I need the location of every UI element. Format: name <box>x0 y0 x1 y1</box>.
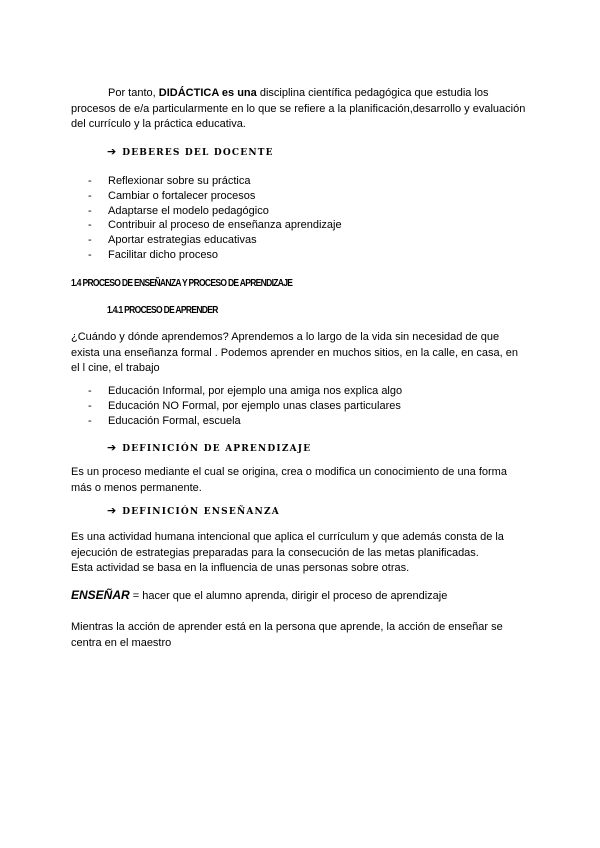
list-item-text: Educación Formal, escuela <box>108 414 241 427</box>
closing-paragraph: Mientras la acción de aprender está en la persona que aprende, la acción de enseñar se centra en el maestro <box>71 621 503 649</box>
dash-bullet: - <box>88 189 92 202</box>
educacion-list <box>88 384 402 428</box>
list-item-text: Educación NO Formal, por ejemplo unas clases particulares <box>108 399 401 412</box>
dash-bullet: - <box>88 219 92 232</box>
list-item <box>88 189 342 204</box>
list-item <box>88 414 402 429</box>
dash-bullet: - <box>88 399 92 412</box>
list-item-text: Adaptarse el modelo pedagógico <box>108 204 269 217</box>
dash-bullet: - <box>88 234 92 247</box>
deberes-list <box>88 174 342 263</box>
list-item <box>88 384 402 399</box>
list-item <box>88 204 342 219</box>
list-item <box>88 174 342 189</box>
dash-bullet: - <box>88 175 92 187</box>
intro-paragraph <box>71 86 526 133</box>
intro-rest: disciplina científica pedagógica que estudia los procesos de e/a particularmente en lo que se refiere a la planificación,desarrollo y evaluación del currículo y la práctica educativa. <box>71 87 526 130</box>
def-ensenanza-text-2: Esta actividad se basa en la influencia de unas personas sobre otras. <box>71 562 410 574</box>
deberes-title: DEBERES DEL DOCENTE <box>122 148 274 158</box>
arrow-right-icon: ➔ <box>107 504 117 517</box>
list-item-text: Cambiar o fortalecer procesos <box>108 189 256 202</box>
def-ensenanza-text <box>71 530 526 577</box>
dash-bullet: - <box>88 414 92 427</box>
list-item-text: Contribuir al proceso de enseñanza aprendizaje <box>108 219 342 232</box>
dash-bullet: - <box>88 385 92 397</box>
def-aprendizaje-text: Es un proceso mediante el cual se origina, crea o modifica un conocimiento de una forma más o menos permanente. <box>71 466 507 494</box>
dash-bullet: - <box>88 248 92 261</box>
arrow-right-icon: ➔ <box>107 441 117 454</box>
list-item-text: Facilitar dicho proceso <box>108 248 219 261</box>
dash-bullet: - <box>88 204 92 217</box>
list-item-text: Educación Informal, por ejemplo una amiga nos explica algo <box>108 385 403 397</box>
def-aprendizaje-title: DEFINICIÓN DE APRENDIZAJE <box>122 444 312 454</box>
list-item <box>88 218 342 233</box>
list-item <box>88 248 342 263</box>
aprender-paragraph: ¿Cuándo y dónde aprendemos? Aprendemos a lo largo de la vida sin necesidad de que exista una enseñanza formal . Podemos aprender en muchos sitios, en la calle, en casa, en el l cine, el trabajo <box>71 331 518 374</box>
section-1-4-1-title: 1.4.1 PROCESO DE APRENDER <box>107 305 218 316</box>
deberes-heading <box>107 145 274 160</box>
section-1-4-title: 1.4 PROCESO DE ENSEÑANZA Y PROCESO DE APRENDIZAJE <box>71 278 293 289</box>
list-item-text: Aportar estrategias educativas <box>108 234 257 247</box>
def-ensenanza-heading <box>107 504 280 519</box>
ensenar-term: ENSEÑAR <box>71 588 130 602</box>
intro-lead: Por tanto, <box>108 87 159 99</box>
def-ensenanza-title: DEFINICIÓN ENSEÑANZA <box>122 507 280 517</box>
def-ensenanza-text-1: Es una actividad humana intencional que aplica el currículum y que además consta de la ejecución de estrategias preparadas para la consecución de las metas planificadas. <box>71 531 504 559</box>
ensenar-rest: = hacer que el alumno aprenda, dirigir el proceso de aprendizaje <box>129 590 448 602</box>
list-item <box>88 399 402 414</box>
def-aprendizaje-heading <box>107 441 311 456</box>
list-item-text: Reflexionar sobre su práctica <box>108 175 251 187</box>
ensenar-definition <box>71 588 526 605</box>
list-item <box>88 233 342 248</box>
didactica-term: DIDÁCTICA es una <box>158 87 257 99</box>
arrow-right-icon: ➔ <box>107 145 117 158</box>
